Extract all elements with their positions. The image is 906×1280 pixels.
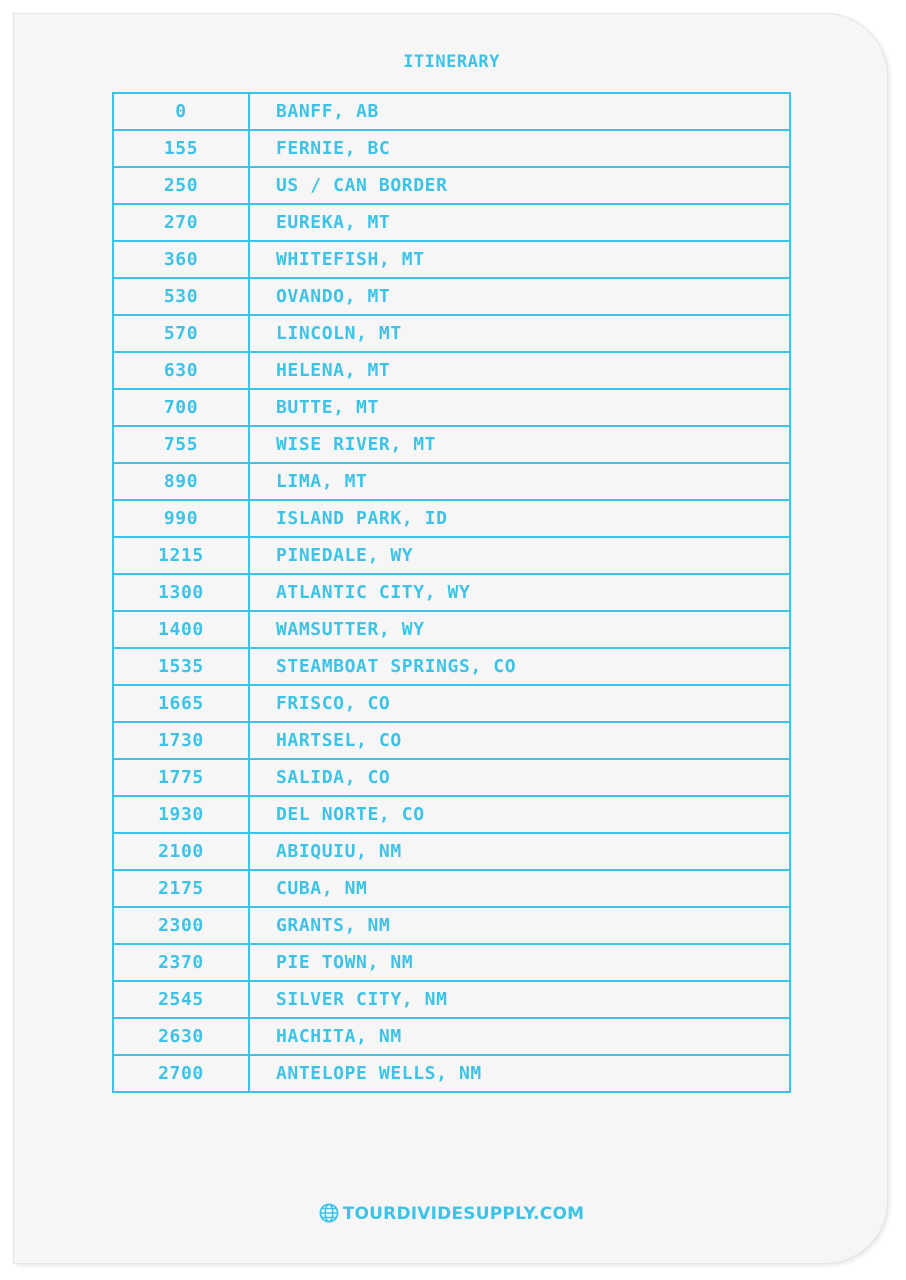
mileage-cell: 2300 — [113, 907, 249, 944]
table-row — [113, 1055, 790, 1092]
location-cell: WISE RIVER, MT — [249, 426, 790, 463]
mileage-cell: 2370 — [113, 944, 249, 981]
itinerary-table-body — [113, 93, 790, 1092]
table-row — [113, 944, 790, 981]
table-row — [113, 759, 790, 796]
table-row — [113, 130, 790, 167]
mileage-cell: 530 — [113, 278, 249, 315]
table-row — [113, 648, 790, 685]
location-cell: EUREKA, MT — [249, 204, 790, 241]
location-cell: BANFF, AB — [249, 93, 790, 130]
mileage-cell: 1400 — [113, 611, 249, 648]
location-cell: ISLAND PARK, ID — [249, 500, 790, 537]
mileage-cell: 630 — [113, 352, 249, 389]
mileage-cell: 1535 — [113, 648, 249, 685]
location-cell: HARTSEL, CO — [249, 722, 790, 759]
table-row — [113, 352, 790, 389]
table-row — [113, 426, 790, 463]
location-cell: PIE TOWN, NM — [249, 944, 790, 981]
table-row — [113, 315, 790, 352]
globe-icon — [319, 1203, 339, 1223]
location-cell: ANTELOPE WELLS, NM — [249, 1055, 790, 1092]
location-cell: PINEDALE, WY — [249, 537, 790, 574]
location-cell: SALIDA, CO — [249, 759, 790, 796]
location-cell: ATLANTIC CITY, WY — [249, 574, 790, 611]
table-row — [113, 907, 790, 944]
table-row — [113, 278, 790, 315]
mileage-cell: 250 — [113, 167, 249, 204]
table-row — [113, 685, 790, 722]
mileage-cell: 1775 — [113, 759, 249, 796]
location-cell: DEL NORTE, CO — [249, 796, 790, 833]
table-row — [113, 204, 790, 241]
mileage-cell: 1930 — [113, 796, 249, 833]
location-cell: HACHITA, NM — [249, 1018, 790, 1055]
table-row — [113, 167, 790, 204]
website-link[interactable]: TOURDIVIDESUPPLY.COM — [342, 1204, 585, 1224]
location-cell: SILVER CITY, NM — [249, 981, 790, 1018]
location-cell: LIMA, MT — [249, 463, 790, 500]
location-cell: US / CAN BORDER — [249, 167, 790, 204]
mileage-cell: 700 — [113, 389, 249, 426]
table-row — [113, 537, 790, 574]
footer — [0, 1203, 903, 1224]
location-cell: FERNIE, BC — [249, 130, 790, 167]
table-row — [113, 833, 790, 870]
location-cell: ABIQUIU, NM — [249, 833, 790, 870]
table-row — [113, 611, 790, 648]
page-title: ITINERARY — [403, 52, 500, 72]
table-row — [113, 574, 790, 611]
mileage-cell: 2175 — [113, 870, 249, 907]
location-cell: GRANTS, NM — [249, 907, 790, 944]
table-row — [113, 463, 790, 500]
mileage-cell: 1730 — [113, 722, 249, 759]
mileage-cell: 990 — [113, 500, 249, 537]
table-row — [113, 722, 790, 759]
mileage-cell: 2630 — [113, 1018, 249, 1055]
table-row — [113, 93, 790, 130]
location-cell: FRISCO, CO — [249, 685, 790, 722]
table-row — [113, 389, 790, 426]
location-cell: WAMSUTTER, WY — [249, 611, 790, 648]
table-row — [113, 241, 790, 278]
location-cell: WHITEFISH, MT — [249, 241, 790, 278]
mileage-cell: 2100 — [113, 833, 249, 870]
mileage-cell: 2700 — [113, 1055, 249, 1092]
table-row — [113, 981, 790, 1018]
mileage-cell: 755 — [113, 426, 249, 463]
mileage-cell: 360 — [113, 241, 249, 278]
table-row — [113, 796, 790, 833]
location-cell: CUBA, NM — [249, 870, 790, 907]
mileage-cell: 1215 — [113, 537, 249, 574]
mileage-cell: 1300 — [113, 574, 249, 611]
mileage-cell: 155 — [113, 130, 249, 167]
location-cell: LINCOLN, MT — [249, 315, 790, 352]
mileage-cell: 2545 — [113, 981, 249, 1018]
location-cell: STEAMBOAT SPRINGS, CO — [249, 648, 790, 685]
table-row — [113, 870, 790, 907]
location-cell: BUTTE, MT — [249, 389, 790, 426]
mileage-cell: 270 — [113, 204, 249, 241]
mileage-cell: 890 — [113, 463, 249, 500]
table-row — [113, 500, 790, 537]
location-cell: HELENA, MT — [249, 352, 790, 389]
mileage-cell: 1665 — [113, 685, 249, 722]
itinerary-table — [112, 92, 791, 1093]
mileage-cell: 570 — [113, 315, 249, 352]
mileage-cell: 0 — [113, 93, 249, 130]
location-cell: OVANDO, MT — [249, 278, 790, 315]
table-row — [113, 1018, 790, 1055]
